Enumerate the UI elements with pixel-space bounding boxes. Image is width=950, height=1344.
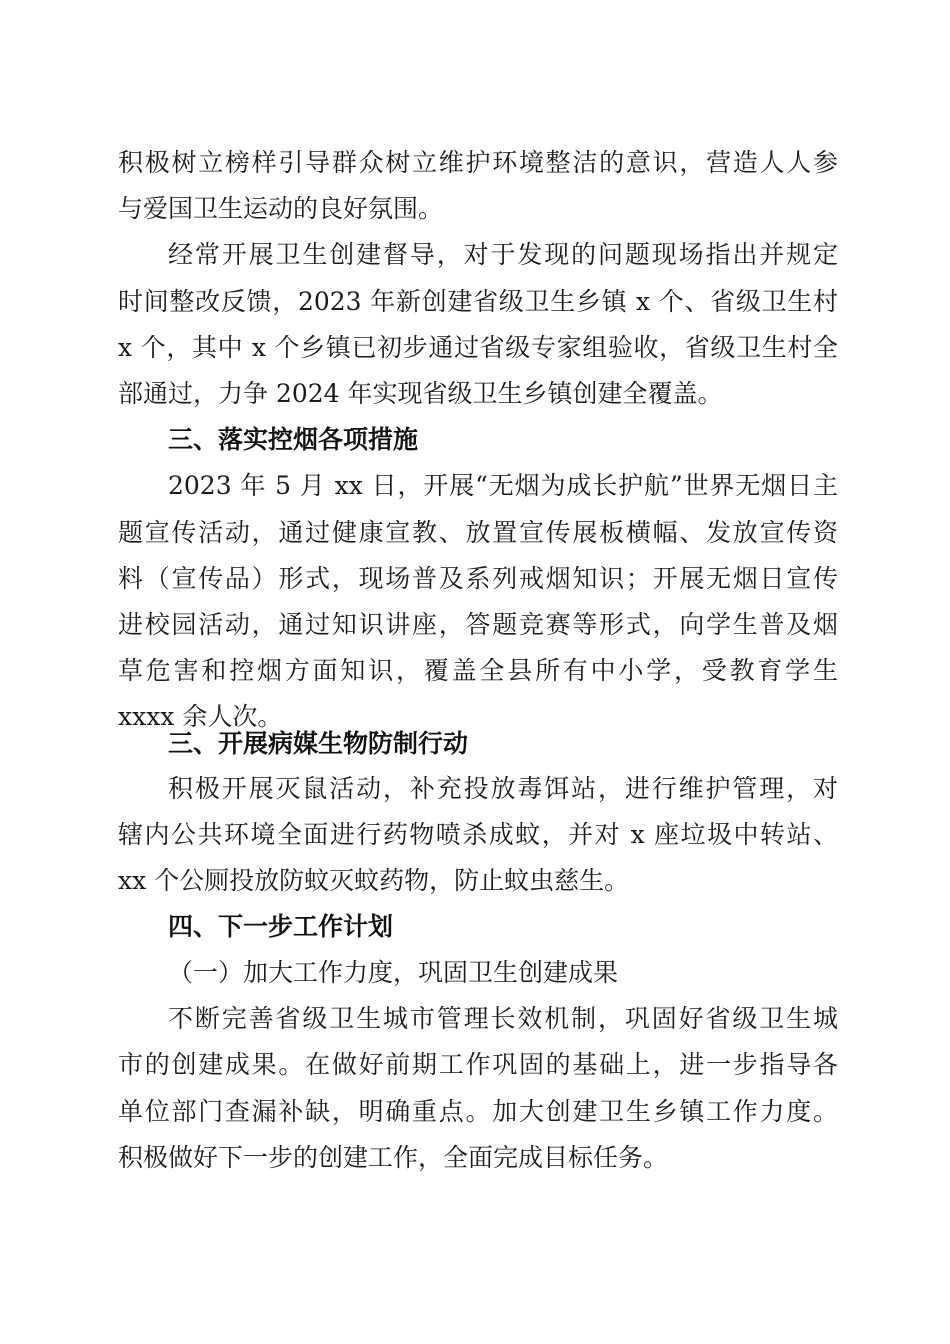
- text-line: 题宣传活动，通过健康宣教、放置宣传展板横幅、发放宣传资: [118, 518, 838, 547]
- text-line: 与爱国卫生运动的良好氛围。: [118, 194, 444, 223]
- text-line: 市的创建成果。在做好前期工作巩固的基础上，进一步指导各: [118, 1050, 838, 1079]
- text-line: 部通过，力争 2024 年实现省级卫生乡镇创建全覆盖。: [118, 379, 723, 408]
- text-line: 2023 年 5 月 xx 日，开展“无烟为成长护航”世界无烟日主: [168, 471, 838, 500]
- section-heading: 四、下一步工作计划: [168, 912, 394, 941]
- text-line: 经常开展卫生创建督导，对于发现的问题现场指出并规定: [168, 240, 838, 269]
- text-line: x 个，其中 x 个乡镇已初步通过省级专家组验收，省级卫生村全: [118, 333, 838, 362]
- text-line: 草危害和控烟方面知识，覆盖全县所有中小学，受教育学生: [118, 656, 838, 685]
- text-line: 进校园活动，通过知识讲座，答题竞赛等形式，向学生普及烟: [118, 610, 838, 639]
- section-heading: 三、落实控烟各项措施: [168, 425, 419, 454]
- text-line: 不断完善省级卫生城市管理长效机制，巩固好省级卫生城: [168, 1004, 838, 1033]
- section-heading: 三、开展病媒生物防制行动: [168, 729, 469, 758]
- text-line: 辖内公共环境全面进行药物喷杀成蚊，并对 x 座垃圾中转站、: [118, 820, 838, 849]
- text-line: 积极树立榜样引导群众树立维护环境整洁的意识，营造人人参: [118, 148, 838, 177]
- text-line: 积极开展灭鼠活动，补充投放毒饵站，进行维护管理，对: [168, 774, 838, 803]
- text-line: xx 个公厕投放防蚊灭蚊药物，防止蚊虫慈生。: [118, 866, 630, 895]
- text-line: xxxx 余人次。: [118, 702, 283, 731]
- text-line: 料（宣传品）形式，现场普及系列戒烟知识；开展无烟日宣传: [118, 564, 838, 593]
- text-line: 时间整改反馈，2023 年新创建省级卫生乡镇 x 个、省级卫生村: [118, 287, 838, 316]
- text-line: 积极做好下一步的创建工作，全面完成目标任务。: [118, 1143, 669, 1172]
- subsection-heading: （一）加大工作力度，巩固卫生创建成果: [168, 958, 619, 987]
- text-line: 单位部门查漏补缺，明确重点。加大创建卫生乡镇工作力度。: [118, 1097, 838, 1126]
